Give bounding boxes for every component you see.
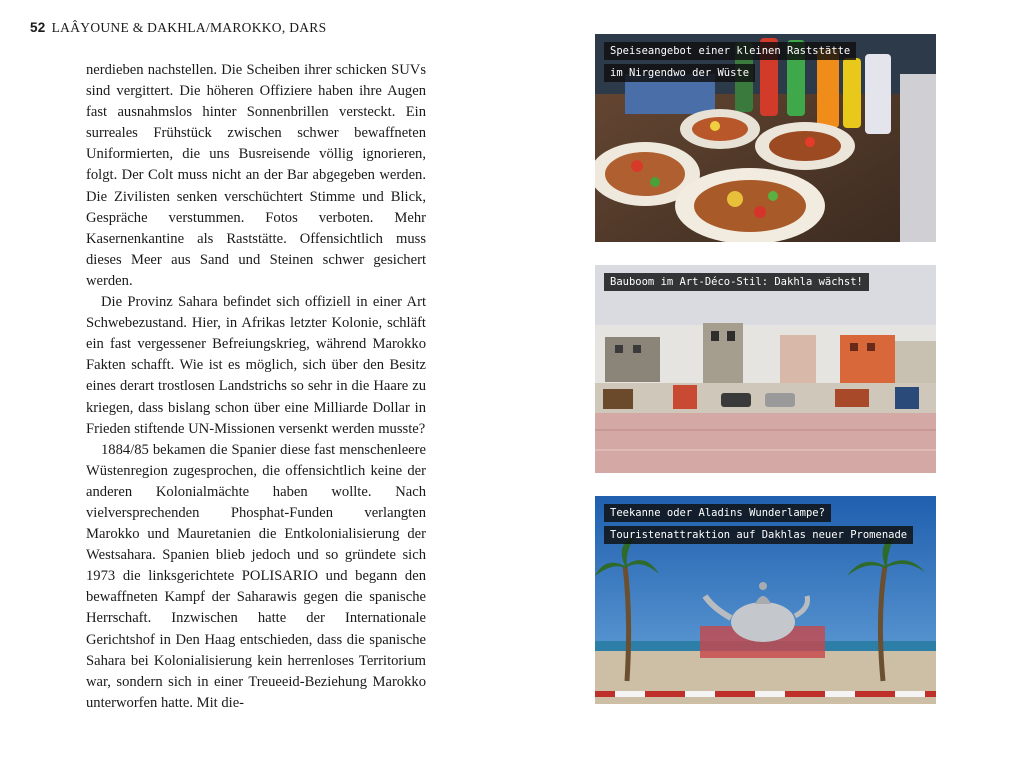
paragraph: 1884/85 bekamen die Spanier diese fast menschenleere Wüstenregion zugesprochen, die offensichtlich keine der anderen Kolonialmächte haben wollte. Nach vielversprechenden Phosphat-Funden verlangten Marokko und Mauretanien die Entkolonialisierung der Westsahara. Spanien blieb jedoch und so gründete sich 1973 die linksgerichtete POLISARIO und begann den bewaffneten Kampf der Saharawis gegen die spanische Herrschaft. Inzwischen hatte der Internationale Gerichtshof in Den Haag entschieden, dass die spanische Sahara bei Kolonialisierung kein herrenloses Territorium war, sondern sich in einer Treueeid-Beziehung Marokko unterworfen hatte. Mit die-	[86, 441, 426, 711]
photo-teapot	[595, 496, 936, 704]
photo-caption: Speiseangebot einer kleinen Raststätte	[604, 42, 856, 60]
page-number: 52	[30, 20, 46, 35]
photo-caption: Bauboom im Art-Déco-Stil: Dakhla wächst!	[604, 273, 869, 291]
photo-caption: im Nirgendwo der Wüste	[604, 64, 755, 82]
photo-food	[595, 34, 936, 242]
caption-group	[604, 42, 856, 86]
photo-buildings	[595, 265, 936, 473]
body-text	[86, 60, 426, 714]
paragraph: nerdieben nachstellen. Die Scheiben ihrer schicken SUVs sind vergittert. Die höheren Offiziere haben ihre Augen fast ausnahmslos hinter Sonnenbrillen versteckt. Ein surreales Frühstück zwischen schwer bewaffneten Uniformierten, die uns Busreisende völlig ignorieren, folgt. Der Colt muss nicht an der Bar abgegeben werden. Die Zivilisten senken verschüchtert Stimme und Blick, Gespräche verstummen. Fotos verboten. Mehr Kasernenkantine als Raststätte. Offensichtlich muss dieses Meer aus Sand und Steinen schwer gesichert werden.	[86, 62, 426, 289]
paragraph: Die Provinz Sahara befindet sich offiziell in einer Art Schwebezustand. Hier, in Afrikas letzter Kolonie, schläft ein fast vergessener Befreiungskrieg, während Marokko Fakten schafft. Wie ist es möglich, sich über den Besitz eines derart trostlosen Landstrichs so sehr in die Haare zu kriegen, dass bislang schon über eine Milliarde Dollar in Frieden stiftende UN-Missionen versenkt werden musste?	[86, 294, 426, 437]
caption-group	[604, 504, 913, 548]
buildings-illustration	[595, 265, 936, 473]
caption-group	[604, 273, 869, 295]
photo-caption: Teekanne oder Aladins Wunderlampe?	[604, 504, 831, 522]
chapter-title: LAÂYOUNE & DAKHLA/MAROKKO, DARS	[51, 20, 327, 35]
running-header	[30, 20, 326, 36]
photo-caption: Touristenattraktion auf Dakhlas neuer Promenade	[604, 526, 913, 544]
